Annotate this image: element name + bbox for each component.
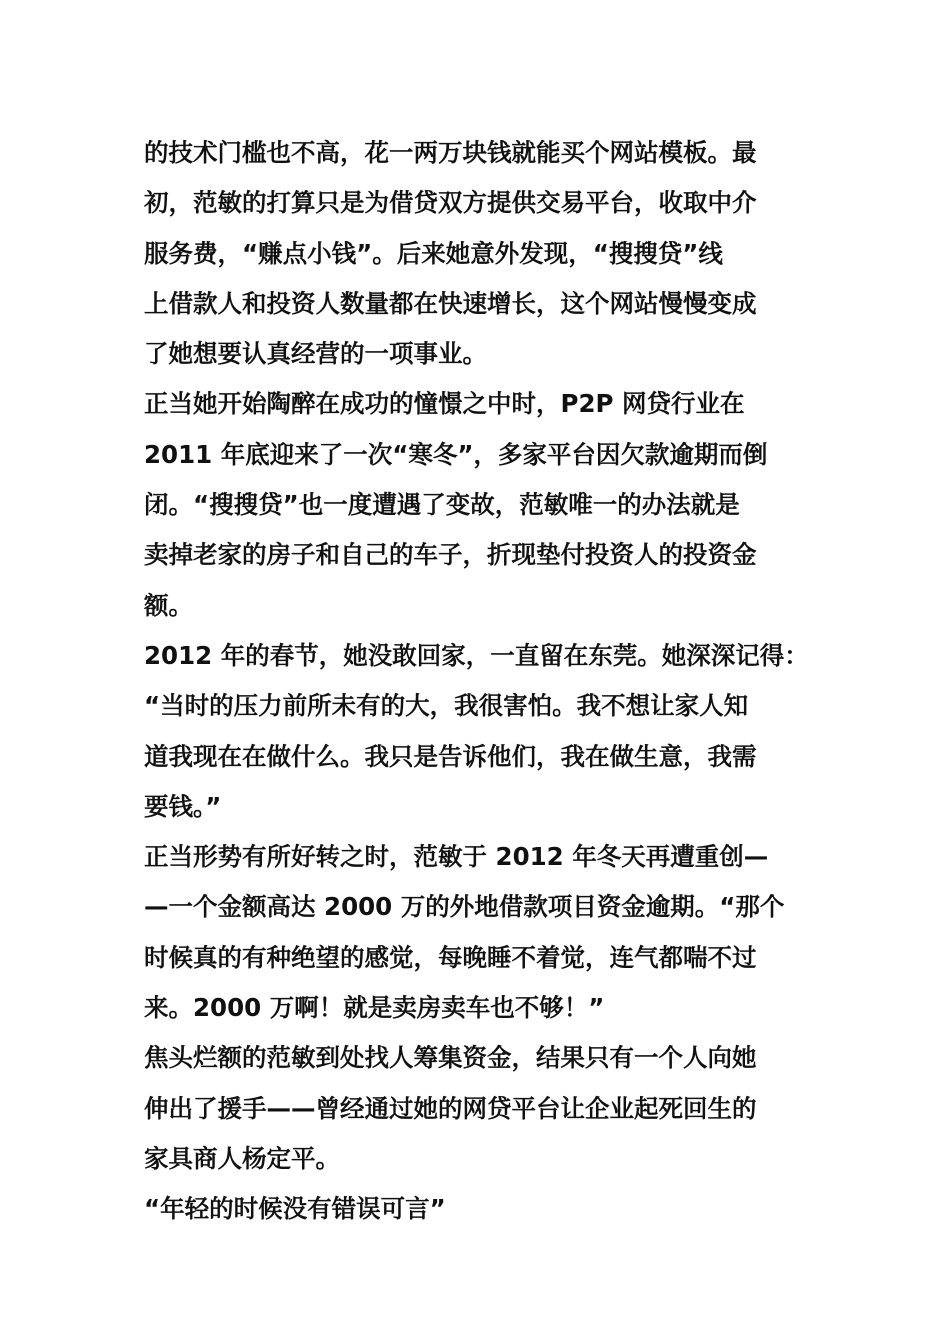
- text-line: 初，范敏的打算只是为借贷双方提供交易平台，收取中介: [144, 188, 757, 218]
- text-line: 要钱。”: [144, 791, 222, 821]
- text-line: 来。2000 万啊！就是卖房卖车也不够！”: [144, 993, 605, 1023]
- text-line: 了她想要认真经营的一项事业。: [144, 339, 487, 369]
- text-line: —一个金额高达 2000 万的外地借款项目资金逾期。“那个: [144, 892, 785, 922]
- text-line: 2011 年底迎来了一次“寒冬”，多家平台因欠款逾期而倒: [144, 439, 768, 469]
- text-line: “当时的压力前所未有的大，我很害怕。我不想让家人知: [144, 691, 749, 721]
- text-line: 的技术门槛也不高，花一两万块钱就能买个网站模板。最: [144, 138, 757, 167]
- text-line: 服务费，“赚点小钱”。后来她意外发现，“搜搜贷”线: [144, 238, 723, 268]
- text-line: 上借款人和投资人数量都在快速增长，这个网站慢慢变成: [144, 288, 757, 318]
- text-line: 焦头烂额的范敏到处找人筹集资金，结果只有一个人向她: [144, 1043, 757, 1073]
- text-line: 正当形势有所好转之时，范敏于 2012 年冬天再遭重创—: [144, 842, 769, 872]
- text-line: 伸出了援手——曾经通过她的网贷平台让企业起死回生的: [144, 1093, 757, 1123]
- text-line: 家具商人杨定平。: [144, 1143, 340, 1173]
- text-line: 时候真的有种绝望的感觉，每晚睡不着觉，连气都喘不过: [144, 942, 757, 972]
- article-body: [144, 128, 824, 1235]
- text-line: 额。: [144, 590, 193, 620]
- section-heading: “年轻的时候没有错误可言”: [144, 1194, 446, 1224]
- text-line: 2012 年的春节，她没敢回家，一直留在东莞。她深深记得：: [144, 640, 809, 670]
- text-line: 卖掉老家的房子和自己的车子，折现垫付投资人的投资金: [144, 540, 757, 570]
- text-line: 闭。“搜搜贷”也一度遭遇了变故，范敏唯一的办法就是: [144, 490, 740, 520]
- text-line: 道我现在在做什么。我只是告诉他们，我在做生意，我需: [144, 741, 757, 771]
- text-line: 正当她开始陶醉在成功的憧憬之中时，P2P 网贷行业在: [144, 389, 745, 419]
